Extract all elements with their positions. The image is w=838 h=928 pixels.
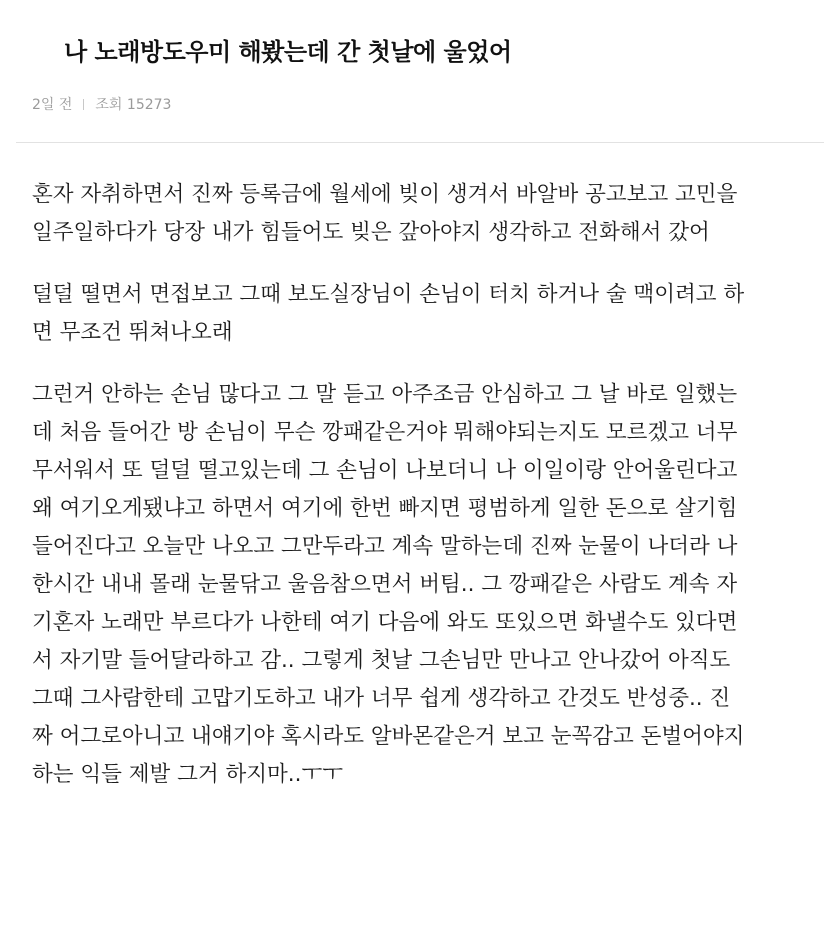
body-line: 들어진다고 오늘만 나오고 그만두라고 계속 말하는데 진짜 눈물이 나더라 나 bbox=[32, 534, 738, 559]
body-line: 혼자 자취하면서 진짜 등록금에 월세에 빚이 생겨서 바알바 공고보고 고민을 bbox=[32, 182, 738, 207]
body-line: 그런거 안하는 손님 많다고 그 말 듣고 아주조금 안심하고 그 날 바로 일했는 bbox=[32, 382, 738, 407]
post-body bbox=[32, 176, 822, 818]
body-line: 덜덜 떨면서 면접보고 그때 보도실장님이 손님이 터치 하거나 술 맥이려고 하 bbox=[32, 282, 745, 307]
body-line: 그때 그사람한테 고맙기도하고 내가 너무 쉽게 생각하고 간것도 반성중.. 진 bbox=[32, 686, 731, 711]
paragraph-3 bbox=[32, 376, 822, 794]
views-count: 15273 bbox=[126, 97, 172, 113]
body-line: 왜 여기오게됐냐고 하면서 여기에 한번 빠지면 평범하게 일한 돈으로 살기힘 bbox=[32, 496, 738, 521]
body-line: 면 무조건 뛰쳐나오래 bbox=[32, 320, 233, 345]
header-divider bbox=[16, 142, 824, 143]
post-time: 2일 전 bbox=[32, 97, 73, 113]
body-line: 일주일하다가 당장 내가 힘들어도 빚은 갚아야지 생각하고 전화해서 갔어 bbox=[32, 220, 710, 245]
paragraph-2 bbox=[32, 276, 822, 352]
body-line: 서 자기말 들어달라하고 감.. 그렇게 첫날 그손님만 만나고 안나갔어 아직도 bbox=[32, 648, 731, 673]
body-line: 한시간 내내 몰래 눈물닦고 울음참으면서 버팀.. 그 깡패같은 사람도 계속 자 bbox=[32, 572, 738, 597]
post-title: 나 노래방도우미 해봤는데 간 첫날에 울었어 bbox=[64, 38, 512, 66]
body-line: 기혼자 노래만 부르다가 나한테 여기 다음에 와도 또있으면 화낼수도 있다면 bbox=[32, 610, 738, 635]
body-line: 무서워서 또 덜덜 떨고있는데 그 손님이 나보더니 나 이일이랑 안어울린다고 bbox=[32, 458, 738, 483]
post-meta bbox=[32, 94, 171, 114]
body-line: 하는 익들 제발 그거 하지마..ㅜㅜ bbox=[32, 762, 344, 787]
paragraph-1 bbox=[32, 176, 822, 252]
body-line: 데 처음 들어간 방 손님이 무슨 깡패같은거야 뭐해야되는지도 모르겠고 너무 bbox=[32, 420, 738, 445]
views-label: 조회 bbox=[95, 97, 123, 113]
body-line: 짜 어그로아니고 내얘기야 혹시라도 알바몬같은거 보고 눈꼭감고 돈벌어야지 bbox=[32, 724, 745, 749]
meta-separator bbox=[83, 99, 84, 110]
